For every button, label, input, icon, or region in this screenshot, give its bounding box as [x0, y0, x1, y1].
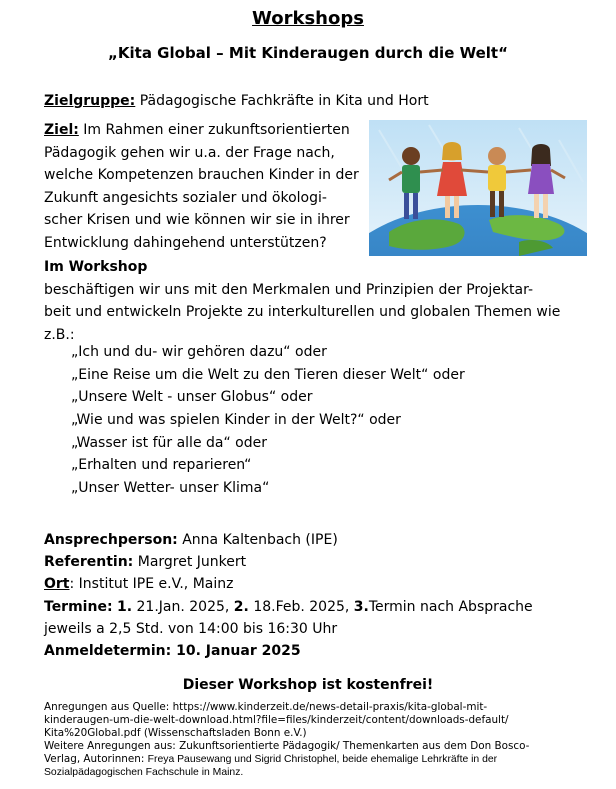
topic-item: „Wie und was spielen Kinder in der Welt?“ oder — [71, 412, 401, 429]
contact-section — [44, 529, 533, 662]
termin-date: Termin nach Absprache — [368, 598, 533, 615]
ort-value: : Institut IPE e.V., Mainz — [69, 576, 234, 593]
topic-item: „Erhalten und reparieren“ — [71, 457, 252, 474]
ort-row — [44, 573, 533, 595]
zielgruppe-value: Pädagogische Fachkräfte in Kita und Hort — [139, 93, 429, 109]
workshop-subtitle: „Kita Global – Mit Kinderaugen durch die Welt“ — [108, 44, 508, 62]
termin-number: 1. — [117, 598, 133, 615]
termin-number: 2. — [233, 598, 249, 615]
anmeldetermin-value: : 10. Januar 2025 — [165, 643, 301, 660]
ziel-line: Pädagogik gehen wir u.a. der Frage nach, — [44, 144, 335, 161]
zielgruppe-row — [44, 93, 429, 109]
ziel-paragraph — [44, 119, 362, 254]
workshop-heading: Im Workshop — [44, 259, 148, 275]
ziel-label: Ziel: — [44, 122, 79, 138]
anmeldetermin-row — [44, 640, 533, 662]
workshop-line: beit und entwickeln Projekte zu interkulturellen und globalen Themen wie — [44, 304, 561, 320]
workshop-line: beschäftigen wir uns mit den Merkmalen und Prinzipien der Projektar- — [44, 281, 534, 298]
footer-line: Kita%20Global.pdf (Wissenschaftsladen Bonn e.V.) — [44, 727, 307, 739]
ansprechperson-label: Ansprechperson: — [44, 532, 178, 548]
topic-item: „Unsere Welt - unser Globus“ oder — [71, 389, 313, 406]
topic-item: „Eine Reise um die Welt zu den Tieren dieser Welt“ oder — [71, 366, 465, 383]
termin-date: 21.Jan. 2025, — [136, 598, 230, 615]
anmeldetermin-label: Anmeldetermin — [44, 643, 166, 660]
ziel-line: Zukunft angesichts sozialer und ökologi- — [44, 189, 327, 206]
ziel-line: welche Kompetenzen brauchen Kinder in der — [44, 167, 359, 183]
ziel-line: Entwicklung dahingehend unterstützen? — [44, 234, 327, 251]
referentin-label: Referentin: — [44, 554, 134, 571]
ansprechperson-row — [44, 529, 533, 551]
footer-line: Sozialpädagogischen Fachschule in Mainz. — [44, 767, 244, 778]
free-note: Dieser Workshop ist kostenfrei! — [182, 677, 434, 693]
footer-authors: Freya Pausewang und Sigrid Christophel, beide ehemalige Lehrkräfte in der — [147, 754, 498, 765]
topic-item: „Ich und du- wir gehören dazu“ oder — [71, 344, 327, 360]
topic-list — [71, 344, 465, 503]
termin-date: 18.Feb. 2025, — [253, 598, 350, 615]
workshop-line: z.B.: — [44, 326, 75, 343]
topic-item: „Unser Wetter- unser Klima“ — [71, 480, 270, 497]
zielgruppe-label: Zielgruppe: — [44, 93, 136, 109]
footer-line — [44, 753, 604, 766]
footer-line: kinderaugen-um-die-welt-download.html?file=files/kinderzeit/content/downloads-default/ — [44, 714, 509, 726]
footer-line: Anregungen aus Quelle: https://www.kinderzeit.de/news-detail-praxis/kita-global-mit- — [44, 701, 488, 713]
children-on-globe-illustration — [369, 120, 587, 256]
page-title: Workshops — [252, 8, 364, 29]
ansprechperson-value: Anna Kaltenbach (IPE) — [182, 532, 338, 548]
footer-sources — [44, 701, 604, 779]
footer-verlag: Verlag, Autorinnen: — [44, 753, 148, 765]
termine-label: Termine: — [44, 598, 113, 615]
ziel-line: Im Rahmen einer zukunftsorientierten — [83, 122, 350, 138]
topic-item: „Wasser ist für alle da“ oder — [71, 434, 267, 451]
termine-row — [44, 596, 533, 618]
termin-number: 3. — [353, 598, 369, 615]
ziel-line: scher Krisen und wie können wir sie in ihrer — [44, 212, 350, 228]
ort-label: Ort — [44, 576, 70, 593]
zeit-row: jeweils a 2,5 Std. von 14:00 bis 16:30 Uhr — [44, 620, 338, 637]
footer-line: Weitere Anregungen aus: Zukunftsorientierte Pädagogik/ Themenkarten aus dem Don Bosco- — [44, 740, 530, 752]
referentin-value: Margret Junkert — [137, 554, 247, 571]
workshop-section — [44, 256, 584, 346]
referentin-row — [44, 551, 533, 573]
